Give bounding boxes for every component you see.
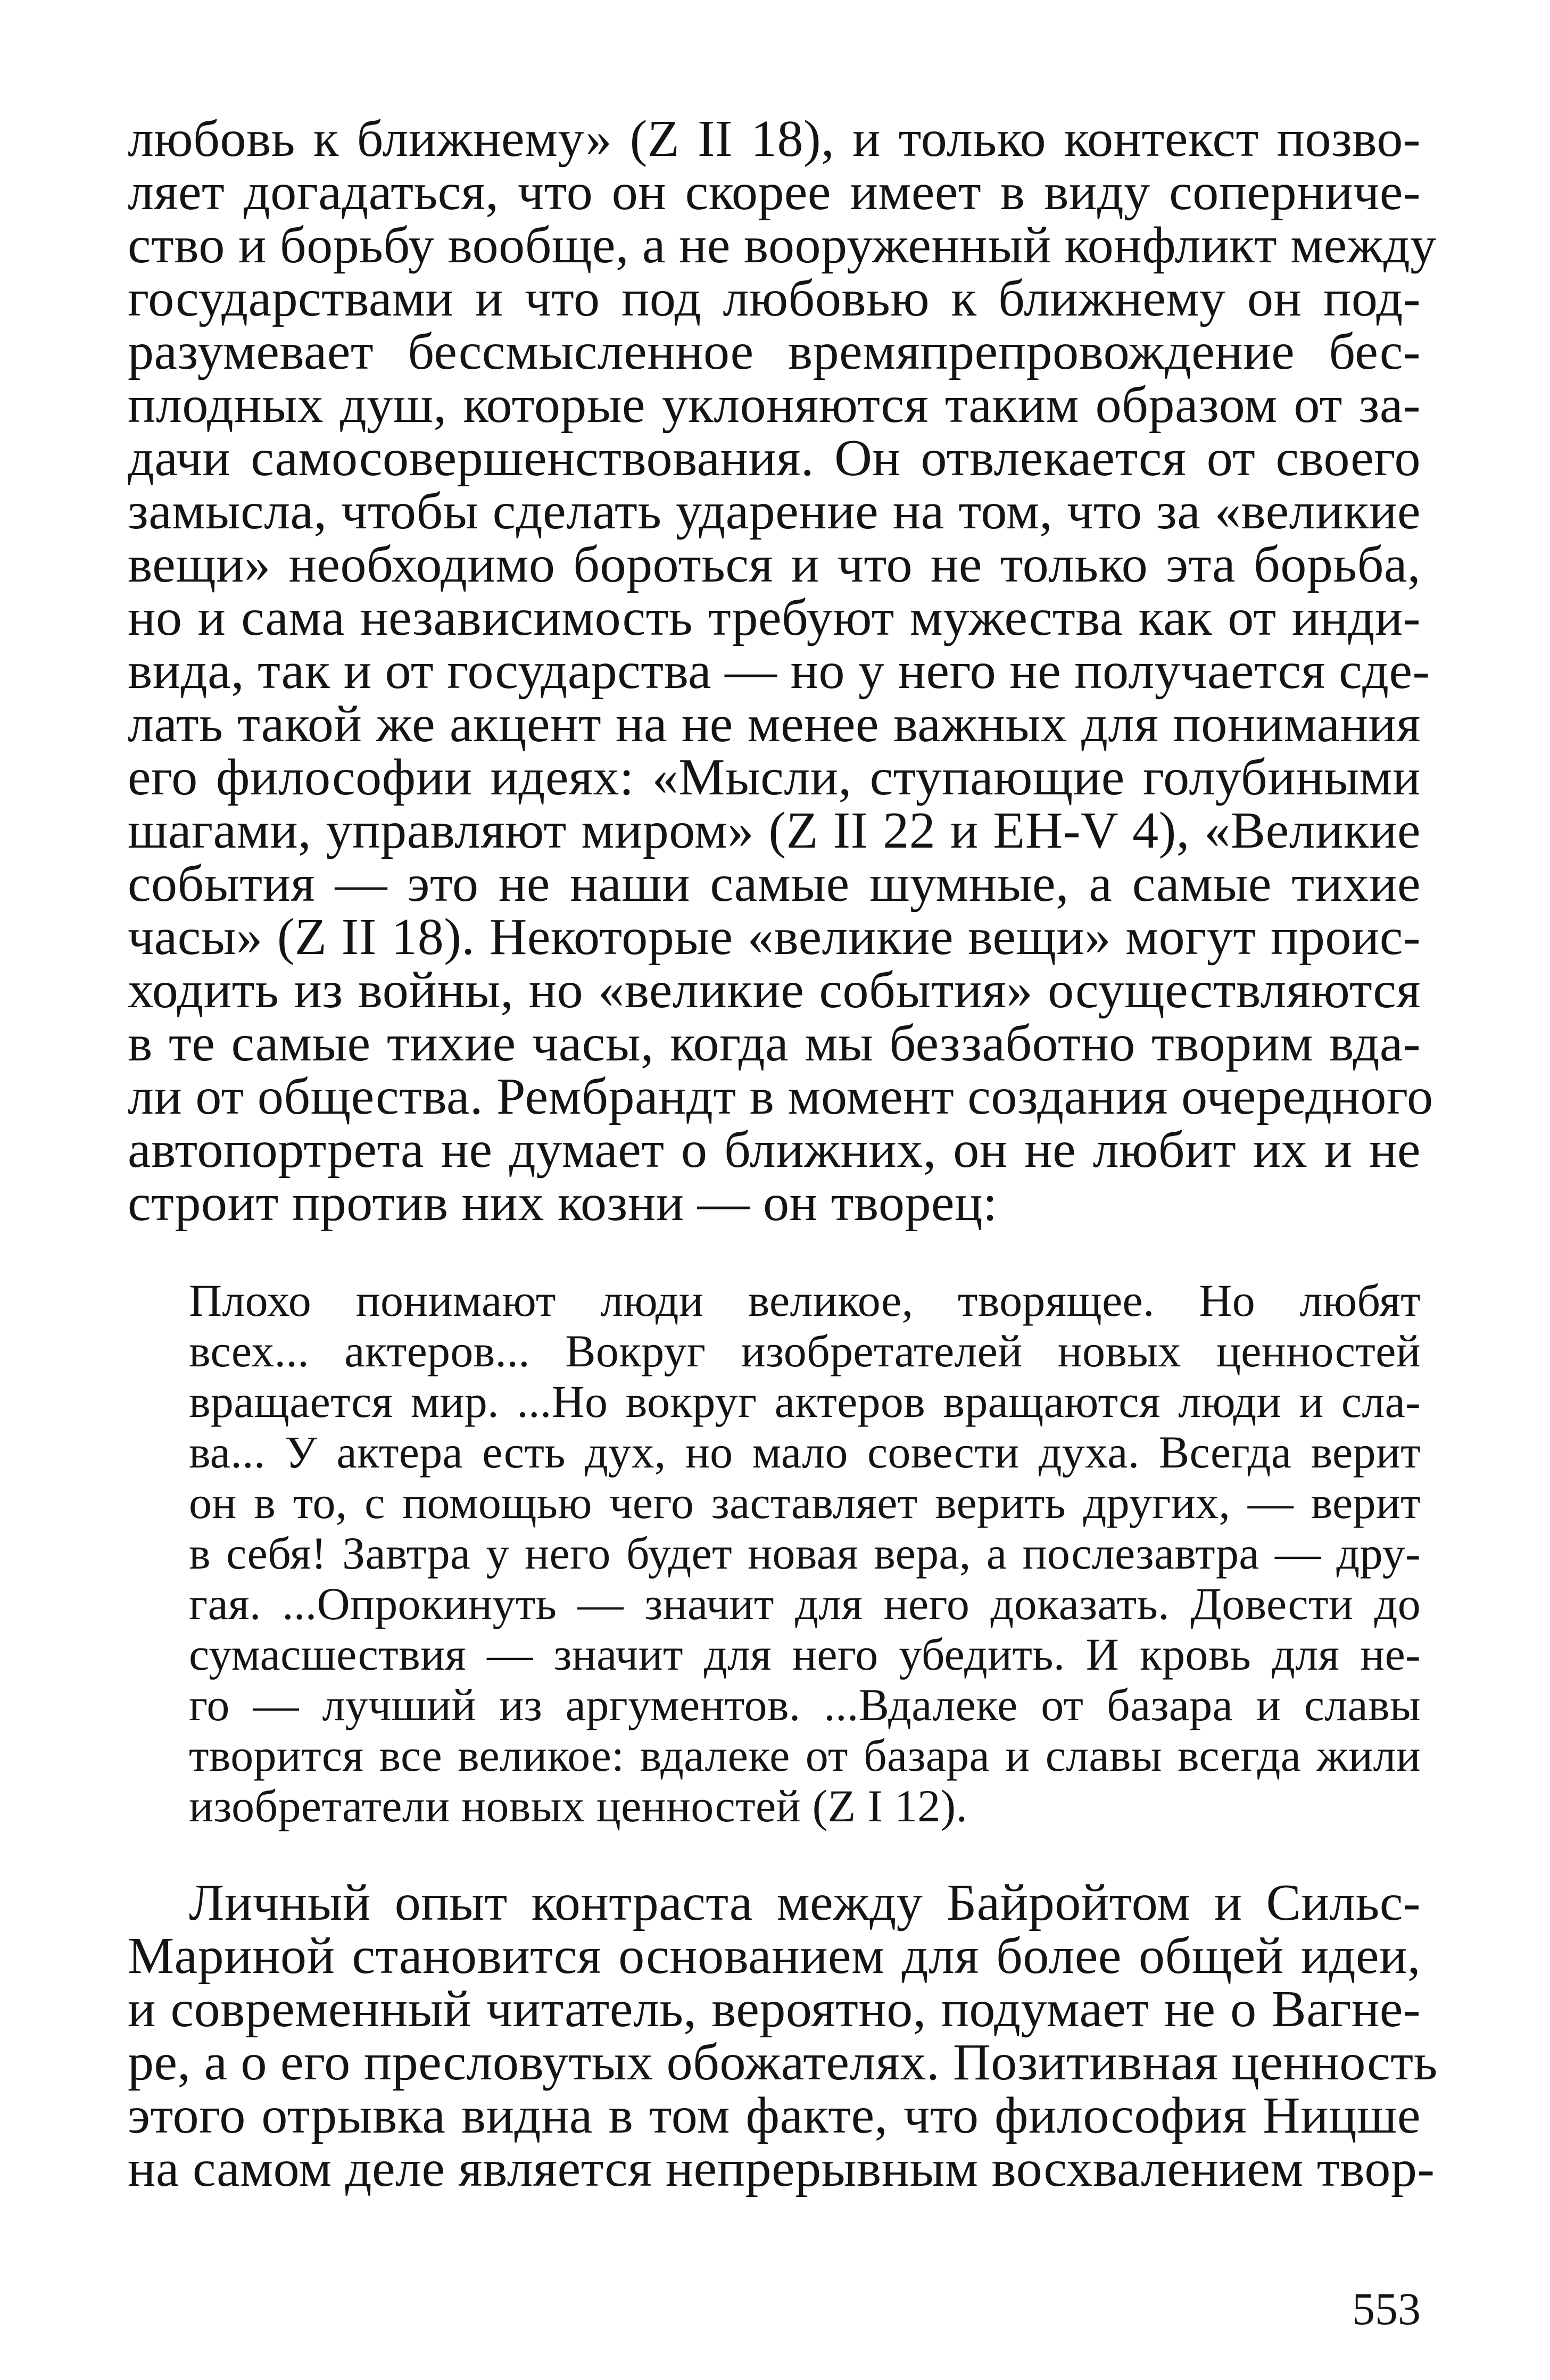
text-line: ляет догадаться, что он скорее имеет в виду соперниче- — [128, 163, 1421, 221]
text-line: замысла, чтобы сделать ударение на том, что за «великие — [128, 483, 1421, 540]
text-line: и современный читатель, вероятно, подумает не о Вагне- — [128, 1980, 1421, 2038]
quote-line: Плохо понимают люди великое, творящее. Но любят — [189, 1275, 1421, 1326]
text-line: ходить из войны, но «великие события» осуществляются — [128, 961, 1421, 1019]
text-line: часы» (Z II 18). Некоторые «великие вещи» могут проис- — [128, 908, 1421, 966]
text-line: этого отрывка видна в том факте, что философия Ницше — [128, 2087, 1421, 2144]
text-line: но и сама независимость требуют мужества как от инди- — [128, 589, 1421, 646]
text-line: Личный опыт контраста между Байройтом и Сильс- — [189, 1874, 1421, 1931]
text-line: в те самые тихие часы, когда мы беззаботно творим вда- — [128, 1015, 1421, 1072]
quote-line: в себя! Завтра у него будет новая вера, а послезавтра — дру- — [189, 1528, 1421, 1579]
text-line: вещи» необходимо бороться и что не только эта борьба, — [128, 536, 1421, 593]
text-line: вида, так и от государства — но у него не получается сде- — [128, 642, 1430, 700]
text-line: ре, а о его пресловутых обожателях. Позитивная ценность — [128, 2034, 1438, 2091]
text-line: шагами, управляют миром» (Z II 22 и EH-V 4), «Великие — [128, 802, 1421, 859]
text-line: события — это не наши самые шумные, а самые тихие — [128, 855, 1421, 913]
quote-line: изобретатели новых ценностей (Z I 12). — [189, 1780, 968, 1831]
page-number: 553 — [1352, 2283, 1421, 2334]
text-line: ли от общества. Рембрандт в момент создания очередного — [128, 1068, 1433, 1125]
text-line: на самом деле является непрерывным восхвалением твор- — [128, 2140, 1435, 2197]
text-line: плодных душ, которые уклоняются таким образом от за- — [128, 376, 1421, 434]
text-line: Мариной становится основанием для более общей идеи, — [128, 1927, 1421, 1985]
text-line: дачи самосовершенствования. Он отвлекается от своего — [128, 429, 1421, 487]
text-line: строит против них козни — он творец: — [128, 1174, 998, 1232]
text-line: лать такой же акцент на не менее важных для понимания — [128, 695, 1421, 753]
quote-line: всех... актеров... Вокруг изобретателей новых ценностей — [189, 1325, 1421, 1376]
text-line: государствами и что под любовью к ближнему он под- — [128, 270, 1421, 327]
quote-line: вращается мир. ...Но вокруг актеров вращаются люди и сла- — [189, 1376, 1421, 1427]
text-line: разумевает бессмысленное времяпрепровождение бес- — [128, 323, 1421, 380]
quote-line: го — лучший из аргументов. ...Вдалеке от базара и славы — [189, 1679, 1421, 1730]
text-line: любовь к ближнему» (Z II 18), и только контекст позво- — [128, 110, 1421, 168]
text-line: его философии идеях: «Мысли, ступающие голубиными — [128, 749, 1421, 806]
quote-line: он в то, с помощью чего заставляет верить других, — верит — [189, 1477, 1421, 1528]
quote-line: сумасшествия — значит для него убедить. И кровь для не- — [189, 1629, 1421, 1680]
quote-line: ва... У актера есть дух, но мало совести духа. Всегда верит — [189, 1427, 1421, 1478]
quote-line: творится все великое: вдалеке от базара и славы всегда жили — [189, 1730, 1421, 1781]
quote-line: гая. ...Опрокинуть — значит для него доказать. Довести до — [189, 1578, 1421, 1629]
text-line: автопортрета не думает о ближних, он не любит их и не — [128, 1121, 1421, 1179]
text-line: ство и борьбу вообще, а не вооруженный конфликт между — [128, 217, 1437, 274]
